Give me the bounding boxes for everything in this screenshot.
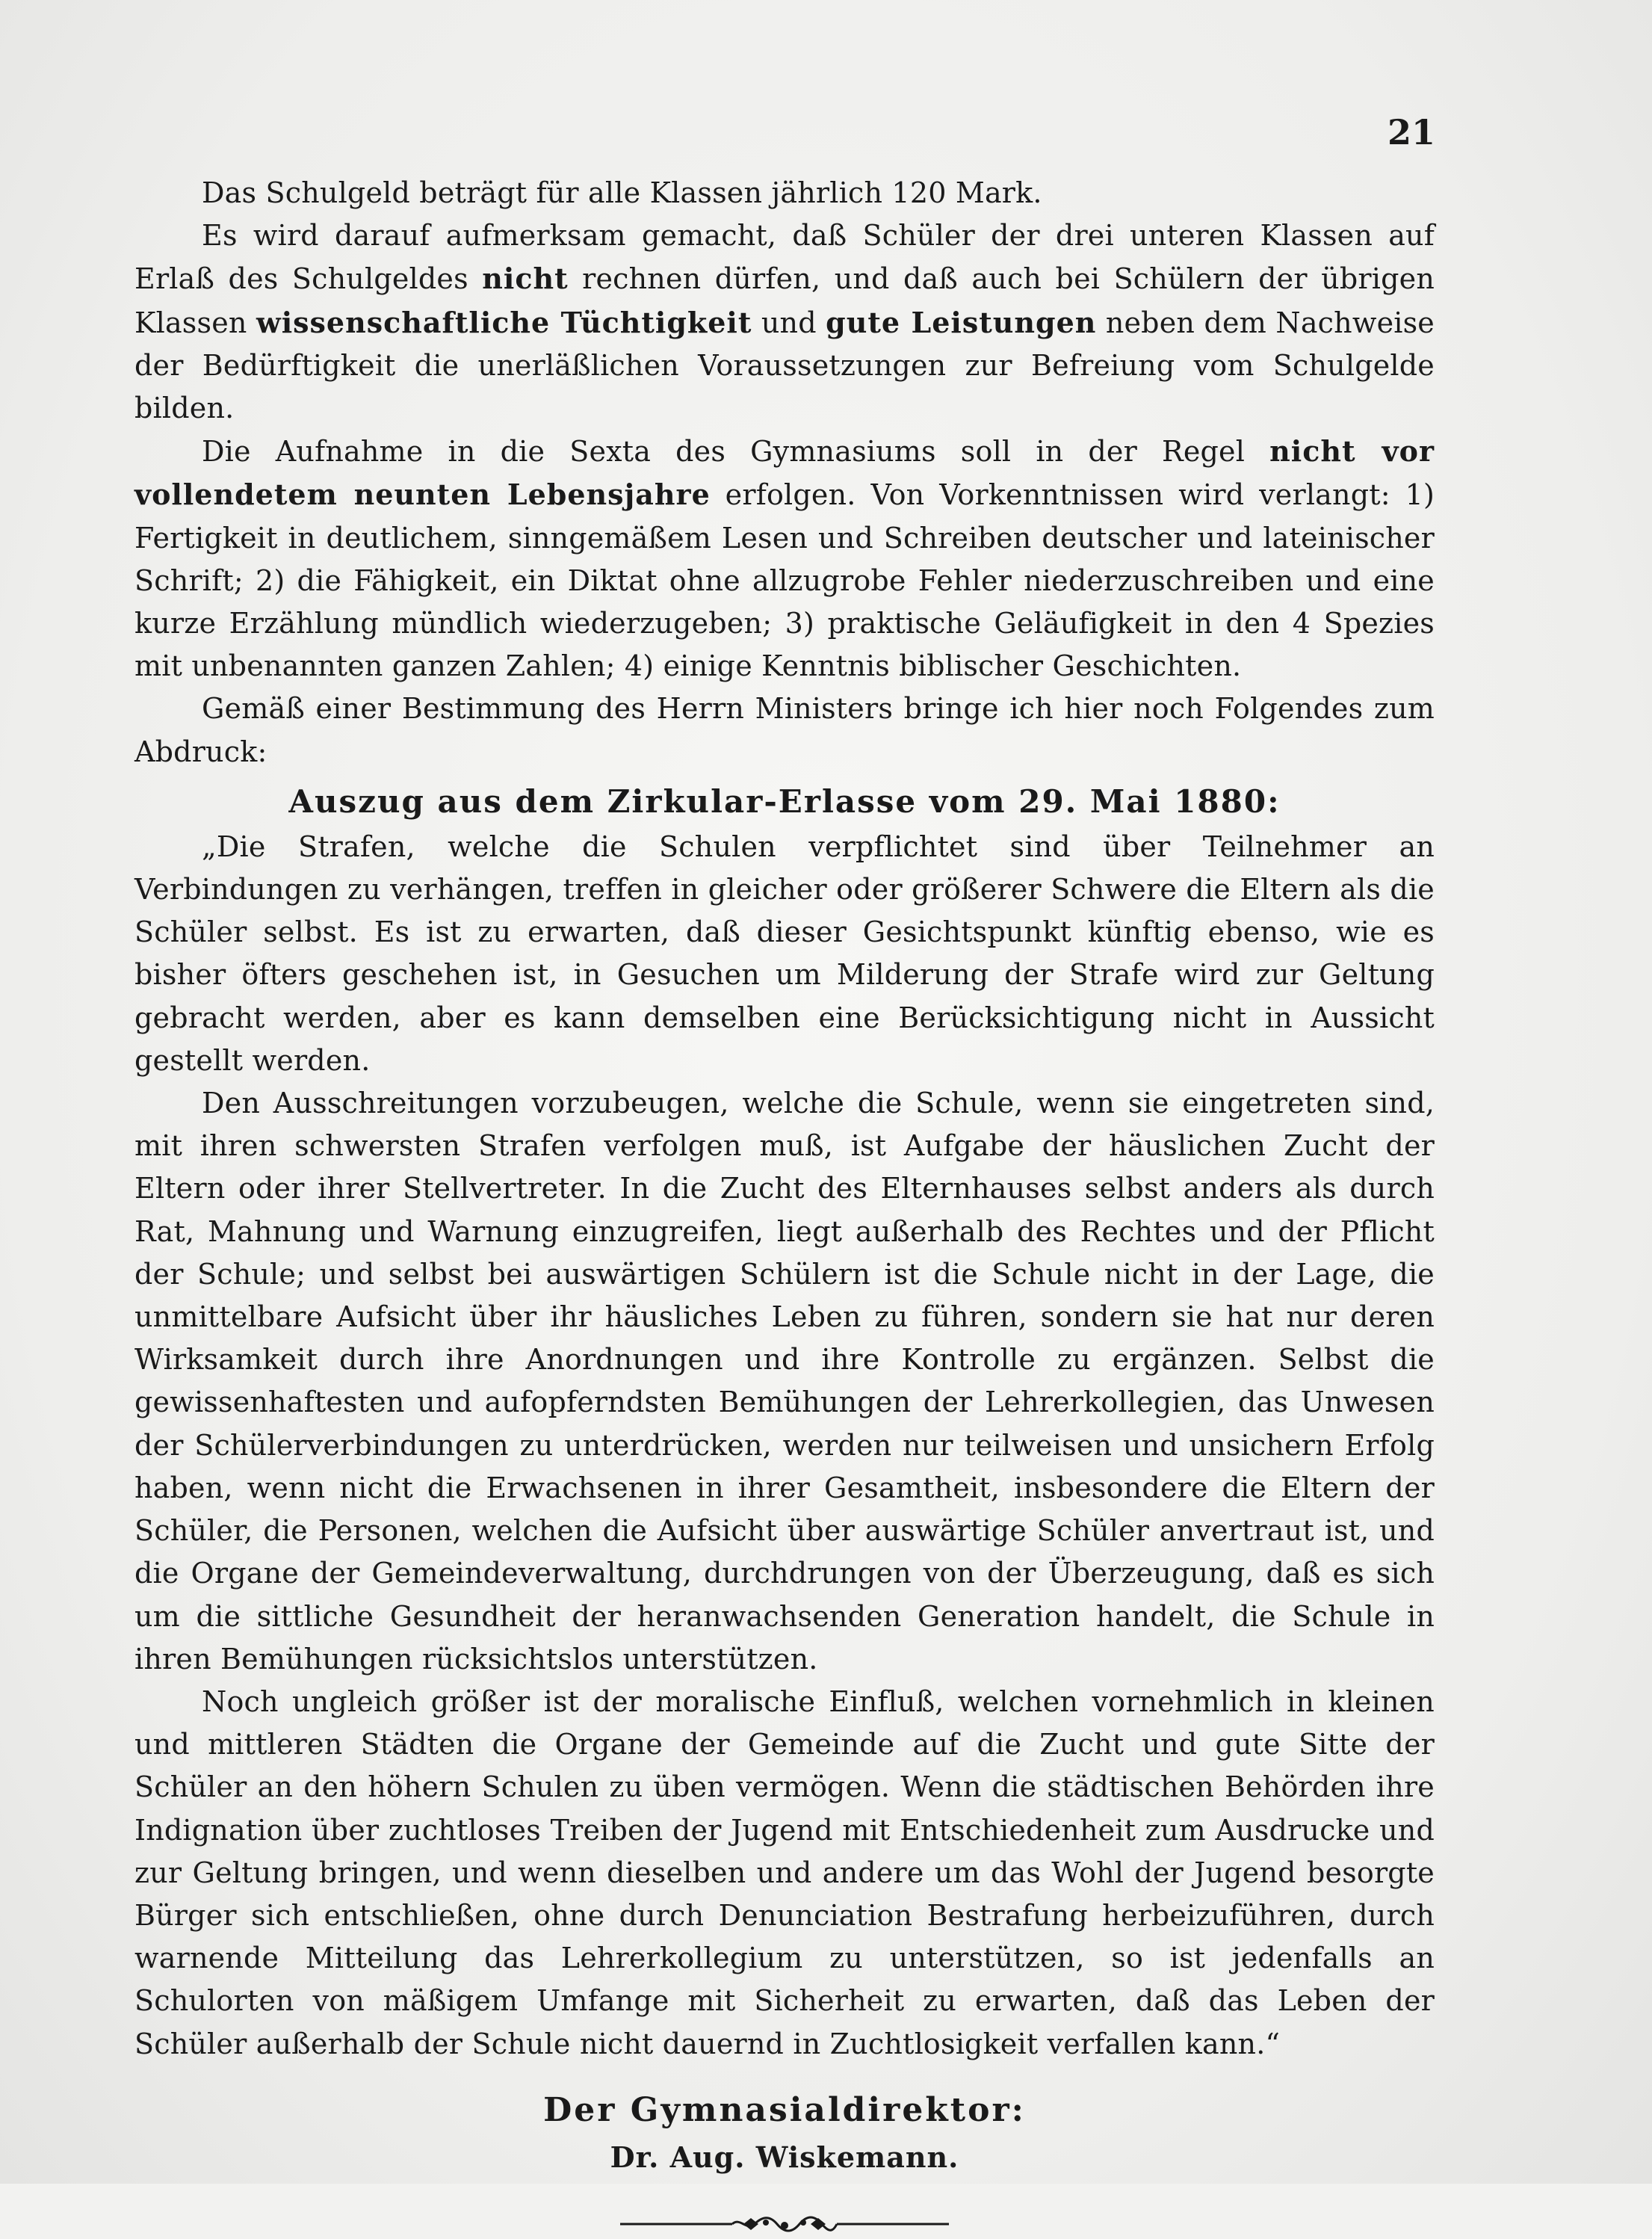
page-number: 21	[1387, 112, 1435, 152]
bold-text: gute Leistungen	[826, 305, 1097, 339]
paragraph-ministry-note: Gemäß einer Bestimmung des Herrn Ministers bringe ich hier noch Folgendes zum Abdruck:	[134, 692, 1435, 768]
signature-title: Der Gymnasialdirektor:	[543, 2090, 1026, 2129]
document-body	[134, 172, 1435, 2239]
paragraph-decree-penalties: „Die Strafen, welche die Schulen verpflichtet sind über Teilnehmer an Verbindungen zu verhängen, treffen in gleicher oder größerer Schwere die Eltern als die Schüler selbst. Es ist zu erwarten, daß dieser Gesichtspunkt künftig ebenso, wie es bisher öfters geschehen ist, in Gesuchen um Milderung der Strafe wird zur Geltung gebracht werden, aber es kann demselben eine Berücksichtigung nicht in Aussicht gestellt werden.	[134, 830, 1435, 1077]
paragraph-school-fee: Das Schulgeld beträgt für alle Klassen jährlich 120 Mark.	[202, 176, 1042, 209]
signature-block	[134, 2088, 1435, 2179]
ornament-divider-icon	[620, 2209, 949, 2239]
bold-text: nicht vor vollendetem neunten Lebensjahre	[134, 434, 1435, 512]
paragraph-fee-exemption: Es wird darauf aufmerksam gemacht, daß Schüler der drei unteren Klassen auf Erlaß des Schulgeldes nicht rechnen dürfen, und daß auch bei Schülern der übrigen Klassen wissenschaftliche Tüchtigkeit und gute Leistungen neben dem Nachweise der Bedürftigkeit die unerläßlichen Voraussetzungen zur Befreiung vom Schulgelde bilden.	[134, 219, 1435, 425]
decree-heading: Auszug aus dem Zirkular-Erlasse vom 29. Mai 1880:	[288, 782, 1281, 820]
bold-text: wissenschaftliche Tüchtigkeit	[256, 305, 752, 339]
paragraph-decree-parents: Den Ausschreitungen vorzubeugen, welche die Schule, wenn sie eingetreten sind, mit ihren schwersten Strafen verfolgen muß, ist Aufgabe der häuslichen Zucht der Eltern oder ihrer Stellvertreter. In die Zucht des Elternhauses selbst anders als durch Rat, Mahnung und Warnung einzugreifen, liegt außerhalb des Rechtes und der Pflicht der Schule; und selbst bei auswärtigen Schülern ist die Schule nicht in der Lage, die unmittelbare Aufsicht über ihr häusliches Leben zu führen, sondern sie hat nur deren Wirksamkeit durch ihre Anordnungen und ihre Kontrolle zu ergänzen. Selbst die gewissenhaftesten und aufopferndsten Bemühungen der Lehrerkollegien, das Unwesen der Schülerverbindungen zu unterdrücken, werden nur teilweisen und unsichern Erfolg haben, wenn nicht die Erwachsenen in ihrer Gesamtheit, insbesondere die Eltern der Schüler, die Personen, welchen die Aufsicht über auswärtige Schüler anvertraut ist, und die Organe der Gemeindeverwaltung, durchdrungen von der Überzeugung, daß es sich um die sittliche Gesundheit der heranwachsenden Generation handelt, die Schule in ihren Bemühungen rücksichtslos unterstützen.	[134, 1087, 1435, 1676]
signature-name: Dr. Aug. Wiskemann.	[610, 2140, 959, 2174]
paragraph-decree-community: Noch ungleich größer ist der moralische Einfluß, welchen vornehmlich in kleinen und mittleren Städten die Organe der Gemeinde auf die Zucht und gute Sitte der Schüler an den höhern Schulen zu üben vermögen. Wenn die städtischen Behörden ihre Indignation über zuchtloses Treiben der Jugend mit Entschiedenheit zum Ausdrucke und zur Geltung bringen, und wenn dieselben und andere um das Wohl der Jugend besorgte Bürger sich entschließen, ohne durch Denunciation Bestrafung herbeizuführen, durch warnende Mitteilung das Lehrerkollegium zu unterstützen, so ist jedenfalls an Schulorten von mäßigem Umfange mit Sicherheit zu erwarten, daß das Leben der Schüler außerhalb der Schule nicht dauernd in Zuchtlosigkeit verfallen kann.“	[134, 1684, 1435, 2060]
paragraph-admission: Die Aufnahme in die Sexta des Gymnasiums soll in der Regel nicht vor vollendetem neunten Lebensjahre erfolgen. Von Vorkenntnissen wird verlangt: 1) Fertigkeit in deutlichem, sinngemäßem Lesen und Schreiben deutscher und lateinischer Schrift; 2) die Fähigkeit, ein Diktat ohne allzugrobe Fehler niederzuschreiben und eine kurze Erzählung mündlich wiederzugeben; 3) praktische Geläufigkeit in den 4 Spezies mit unbenannten ganzen Zahlen; 4) einige Kenntnis biblischer Geschichten.	[134, 434, 1435, 683]
bold-text: nicht	[482, 262, 569, 296]
